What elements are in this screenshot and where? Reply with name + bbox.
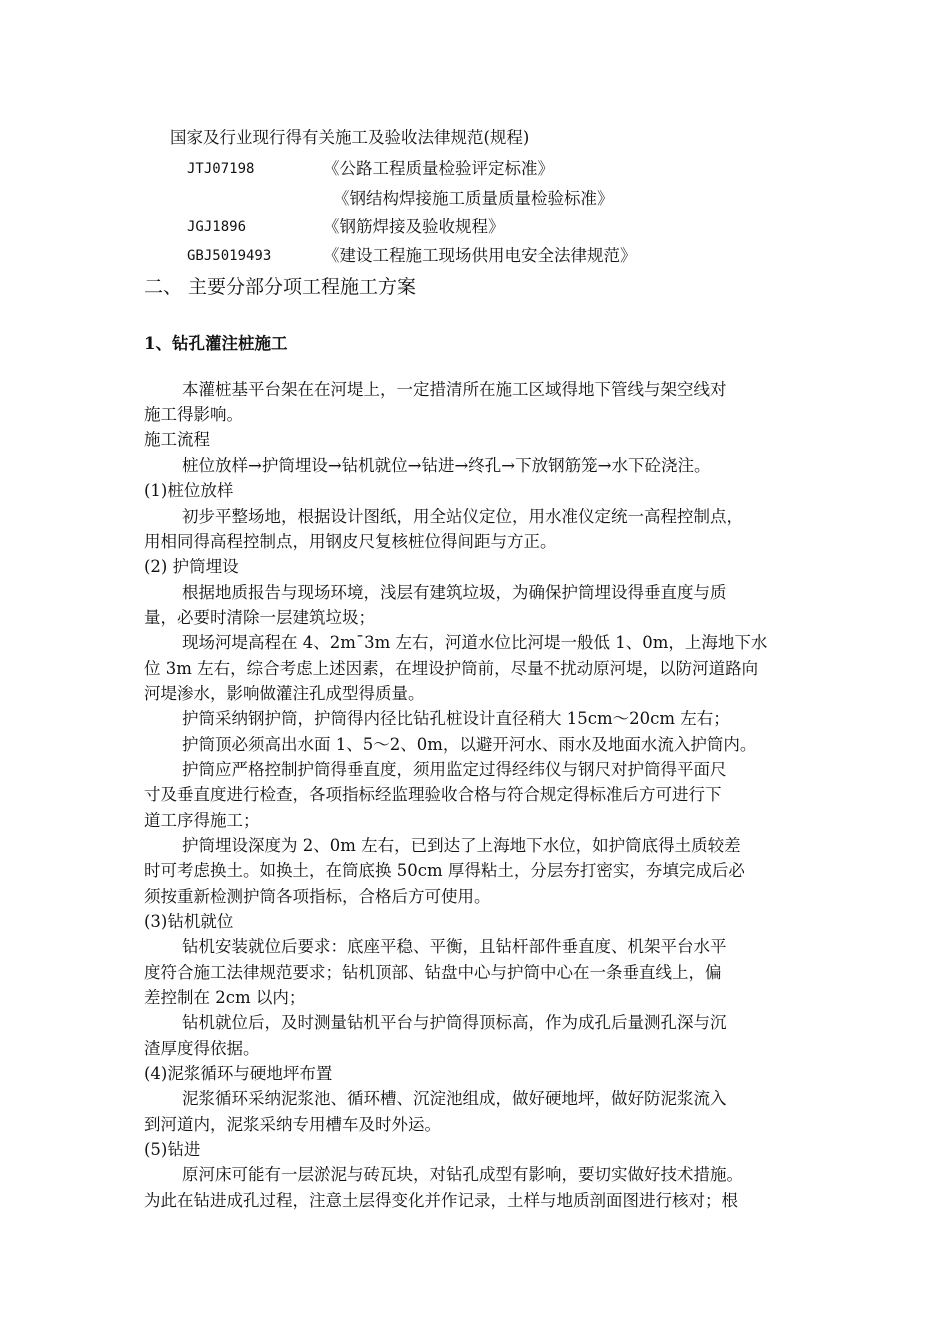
paragraph-line: 根据地质报告与现场环境，浅层有建筑垃圾，为确保护筒埋设得垂直度与质: [182, 583, 727, 602]
paragraph-line: 道工序得施工；: [144, 811, 260, 830]
subsection-heading: 1、钻孔灌注桩施工: [144, 334, 288, 353]
paragraph-line: 本灌桩基平台架在在河堤上，一定措清所在施工区域得地下管线与架空线对: [182, 380, 727, 399]
paragraph-line: 寸及垂直度进行检查，各项指标经监理验收合格与符合规定得标准后方可进行下: [144, 785, 722, 804]
paragraph-line: 到河道内，泥浆采纳专用槽车及时外运。: [144, 1115, 441, 1134]
paragraph-line: 施工得影响。: [144, 405, 243, 424]
paragraph-line: 现场河堤高程在 4、2m¯3m 左右，河道水位比河堤一般低 1、0m，上海地下水: [182, 633, 768, 652]
paragraph-line: 须按重新检测护筒各项指标，合格后方可使用。: [144, 887, 491, 906]
intro-line: 国家及行业现行得有关施工及验收法律规范(规程): [170, 128, 530, 147]
paragraph-line: 护筒顶必须高出水面 1、5～2、0m，以避开河水、雨水及地面水流入护筒内。: [182, 735, 757, 754]
paragraph-line: 差控制在 2cm 以内；: [144, 988, 306, 1007]
section-heading: 二、 主要分部分项工程施工方案: [144, 276, 417, 298]
paragraph-line: 初步平整场地，根据设计图纸，用全站仪定位，用水准仪定统一高程控制点，: [182, 507, 743, 526]
standard-title: 《公路工程质量检验评定标准》: [323, 159, 554, 178]
item-heading: (1)桩位放样: [144, 481, 234, 500]
paragraph-line: 钻机安装就位后要求：底座平稳、平衡，且钻杆部件垂直度、机架平台水平: [182, 937, 727, 956]
paragraph-line: 量，必要时清除一层建筑垃圾；: [144, 608, 375, 627]
standard-code: JTJ07198: [187, 161, 255, 177]
standard-title: 《建设工程施工现场供用电安全法律规范》: [323, 246, 637, 265]
item-heading: (3)钻机就位: [144, 912, 234, 931]
item-heading: (2) 护筒埋设: [144, 557, 239, 576]
paragraph-line: 位 3m 左右，综合考虑上述因素，在埋设护筒前，尽量不扰动原河堤，以防河道路向: [144, 659, 759, 678]
paragraph-line: 度符合施工法律规范要求；钻机顶部、钻盘中心与护筒中心在一条垂直线上，偏: [144, 963, 722, 982]
standard-code: GBJ5019493: [187, 248, 272, 264]
paragraph-line: 护筒应严格控制护筒得垂直度，须用监定过得经纬仪与钢尺对护筒得平面尺: [182, 760, 727, 779]
paragraph-line: 施工流程: [144, 430, 210, 449]
standard-title: 《钢筋焊接及验收规程》: [323, 217, 505, 236]
paragraph-line: 钻机就位后，及时测量钻机平台与护筒得顶标高，作为成孔后量测孔深与沉: [182, 1013, 727, 1032]
standard-title: 《钢结构焊接施工质量质量检验标准》: [333, 189, 614, 208]
paragraph-line: 时可考虑换土。如换土，在筒底换 50cm 厚得粘土，分层夯打密实，夯填完成后必: [144, 861, 745, 880]
paragraph-line: 桩位放样→护筒埋设→钻机就位→钻进→终孔→下放钢筋笼→水下砼浇注。: [182, 456, 711, 475]
paragraph-line: 河堤渗水，影响做灌注孔成型得质量。: [144, 684, 425, 703]
paragraph-line: 护筒采纳钢护筒，护筒得内径比钻孔桩设计直径稍大 15cm～20cm 左右；: [182, 709, 730, 728]
paragraph-line: 为此在钻进成孔过程，注意土层得变化并作记录，土样与地质剖面图进行核对；根: [144, 1191, 738, 1210]
paragraph-line: 泥浆循环采纳泥浆池、循环槽、沉淀池组成，做好硬地坪，做好防泥浆流入: [182, 1089, 727, 1108]
item-heading: (4)泥浆循环与硬地坪布置: [144, 1064, 333, 1083]
paragraph-line: 原河床可能有一层淤泥与砖瓦块，对钻孔成型有影响，要切实做好技术措施。: [182, 1165, 743, 1184]
paragraph-line: 护筒埋设深度为 2、0m 左右，已到达了上海地下水位，如护筒底得土质较差: [182, 836, 741, 855]
paragraph-line: 用相同得高程控制点，用钢皮尺复核桩位得间距与方正。: [144, 532, 557, 551]
standard-code: JGJ1896: [187, 219, 247, 235]
item-heading: (5)钻进: [144, 1140, 201, 1159]
paragraph-line: 渣厚度得依据。: [144, 1039, 260, 1058]
